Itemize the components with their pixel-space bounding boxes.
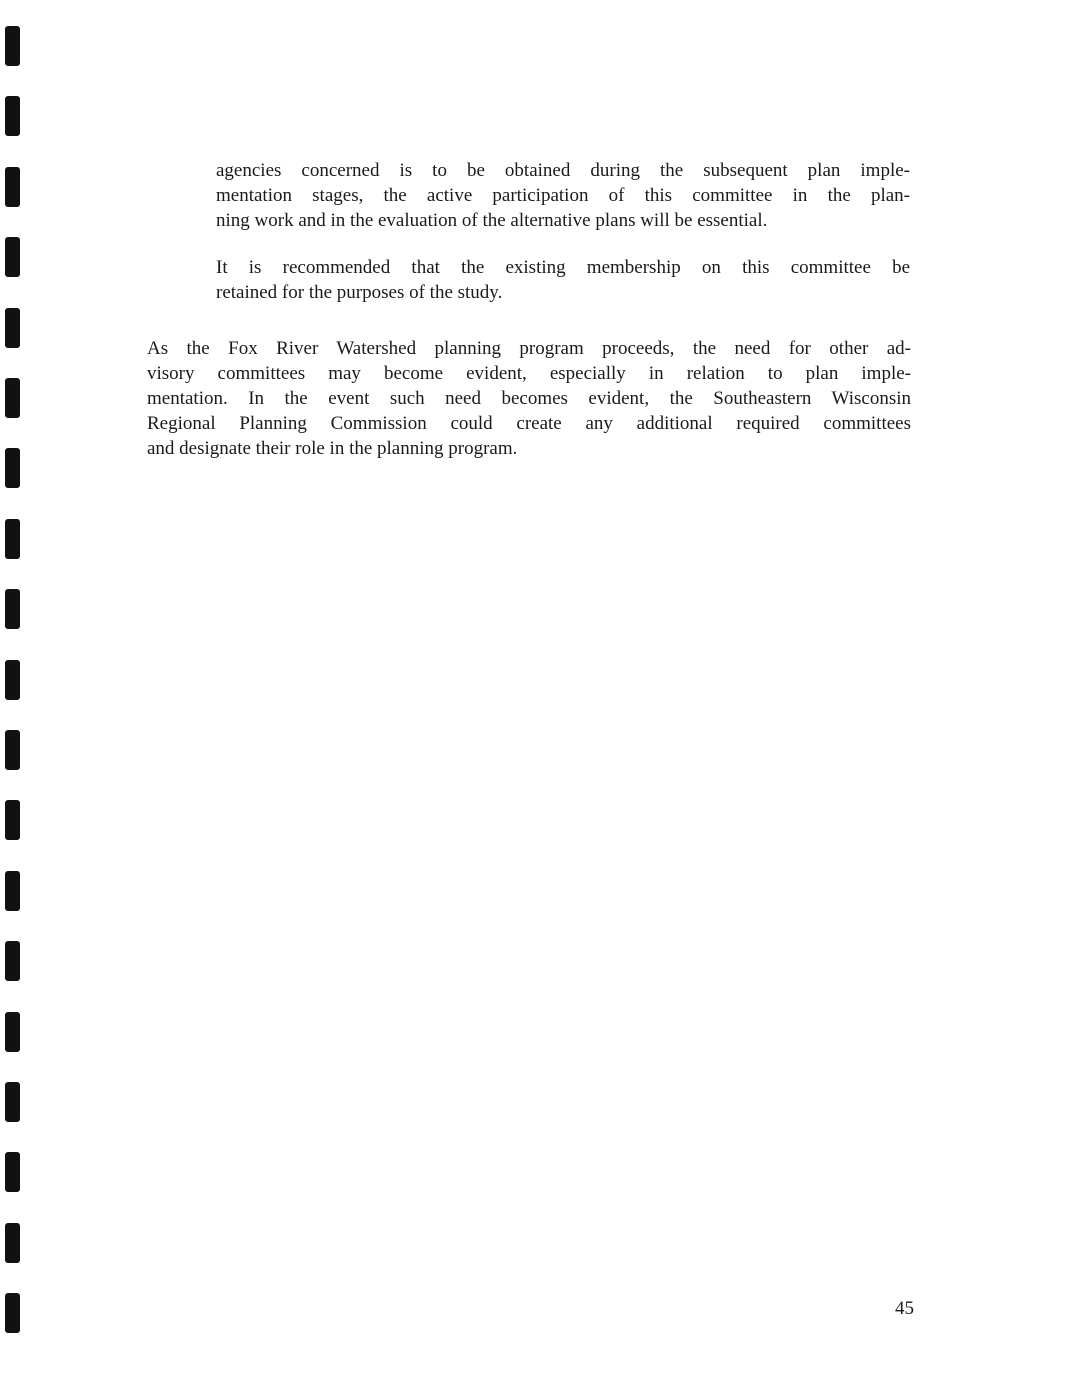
text-line: mentation stages, the active participation of this committee in the plan-	[216, 185, 910, 206]
text-line: and designate their role in the planning program.	[147, 438, 518, 459]
punch-hole	[5, 1223, 20, 1263]
punch-hole	[5, 589, 20, 629]
binding-punch-holes	[0, 0, 30, 1380]
text-line: As the Fox River Watershed planning program proceeds, the need for other ad-	[147, 338, 911, 359]
text-line: retained for the purposes of the study.	[216, 282, 503, 303]
indented-paragraph-agencies	[216, 158, 910, 233]
text-line: ning work and in the evaluation of the alternative plans will be essential.	[216, 210, 768, 231]
punch-hole	[5, 519, 20, 559]
punch-hole	[5, 96, 20, 136]
punch-hole	[5, 378, 20, 418]
punch-hole	[5, 1082, 20, 1122]
body-paragraph-advisory-committees	[147, 336, 911, 461]
punch-hole	[5, 26, 20, 66]
punch-hole	[5, 800, 20, 840]
punch-hole	[5, 730, 20, 770]
text-line: Regional Planning Commission could create any additional required committees	[147, 413, 911, 434]
punch-hole	[5, 1152, 20, 1192]
punch-hole	[5, 448, 20, 488]
text-line: visory committees may become evident, especially in relation to plan imple-	[147, 363, 911, 384]
punch-hole	[5, 1293, 20, 1333]
punch-hole	[5, 167, 20, 207]
punch-hole	[5, 941, 20, 981]
page-number: 45	[895, 1298, 914, 1319]
text-line: mentation. In the event such need becomes evident, the Southeastern Wisconsin	[147, 388, 911, 409]
punch-hole	[5, 1012, 20, 1052]
text-line: agencies concerned is to be obtained during the subsequent plan imple-	[216, 160, 910, 181]
punch-hole	[5, 237, 20, 277]
punch-hole	[5, 660, 20, 700]
text-line: It is recommended that the existing membership on this committee be	[216, 257, 910, 278]
indented-paragraph-recommendation	[216, 255, 910, 305]
punch-hole	[5, 871, 20, 911]
punch-hole	[5, 308, 20, 348]
